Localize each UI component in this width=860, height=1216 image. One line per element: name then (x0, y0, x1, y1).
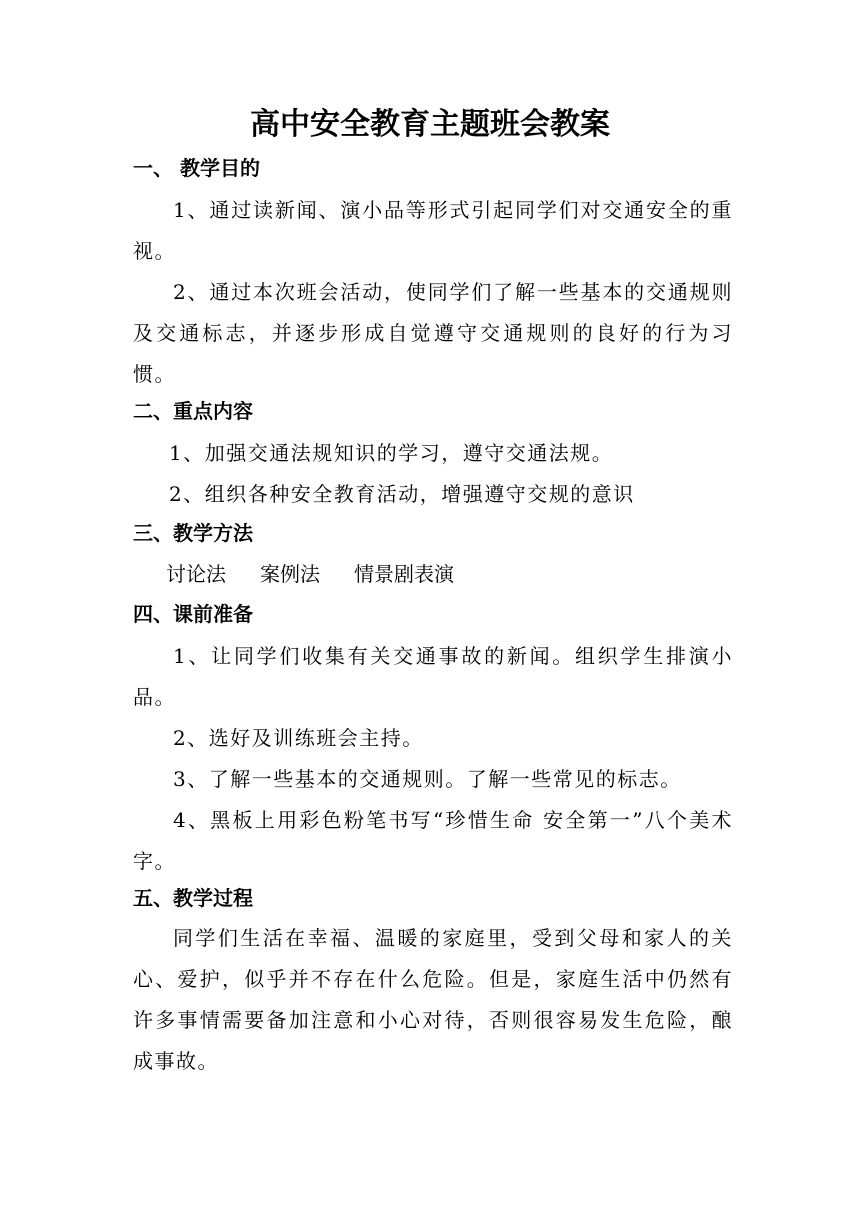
paragraph-preparation-3: 3、了解一些基本的交通规则。了解一些常见的标志。 (173, 767, 682, 791)
section-heading-key-content: 二、重点内容 (133, 399, 253, 423)
paragraph-preparation-2: 2、选好及训练班会主持。 (173, 726, 424, 750)
section-heading-process: 五、教学过程 (133, 886, 253, 910)
method-discussion: 讨论法 (166, 562, 226, 586)
teaching-methods-line (166, 557, 488, 591)
paragraph-process-1: 同学们生活在幸福、温暖的家庭里，受到父母和家人的关心、爱护，似乎并不存在什么危险。但是，家庭生活中仍然有许多事情需要备加注意和小心对待，否则很容易发生危险，酿成事故。 (133, 926, 733, 1073)
paragraph-key-content-1: 1、加强交通法规知识的学习，遵守交通法规。 (169, 441, 614, 465)
paragraph-objective-1: 1、通过读新闻、演小品等形式引起同学们对交通安全的重视。 (133, 198, 733, 263)
paragraph-objective-2: 2、通过本次班会活动，使同学们了解一些基本的交通规则及交通标志，并逐步形成自觉遵守交通规则的良好的行为习惯。 (133, 280, 733, 386)
section-heading-preparation: 四、课前准备 (133, 602, 253, 626)
method-case-study: 案例法 (260, 562, 320, 586)
paragraph-preparation-1: 1、让同学们收集有关交通事故的新闻。组织学生排演小品。 (133, 644, 733, 709)
method-role-play: 情景剧表演 (354, 562, 454, 586)
paragraph-key-content-2: 2、组织各种安全教育活动，增强遵守交规的意识 (169, 482, 635, 506)
paragraph-preparation-4: 4、黑板上用彩色粉笔书写“珍惜生命 安全第一”八个美术 字。 (133, 808, 733, 873)
section-heading-objectives: 一、 教学目的 (133, 156, 260, 180)
document-title: 高中安全教育主题班会教案 (250, 107, 610, 142)
section-heading-methods: 三、教学方法 (133, 521, 253, 545)
